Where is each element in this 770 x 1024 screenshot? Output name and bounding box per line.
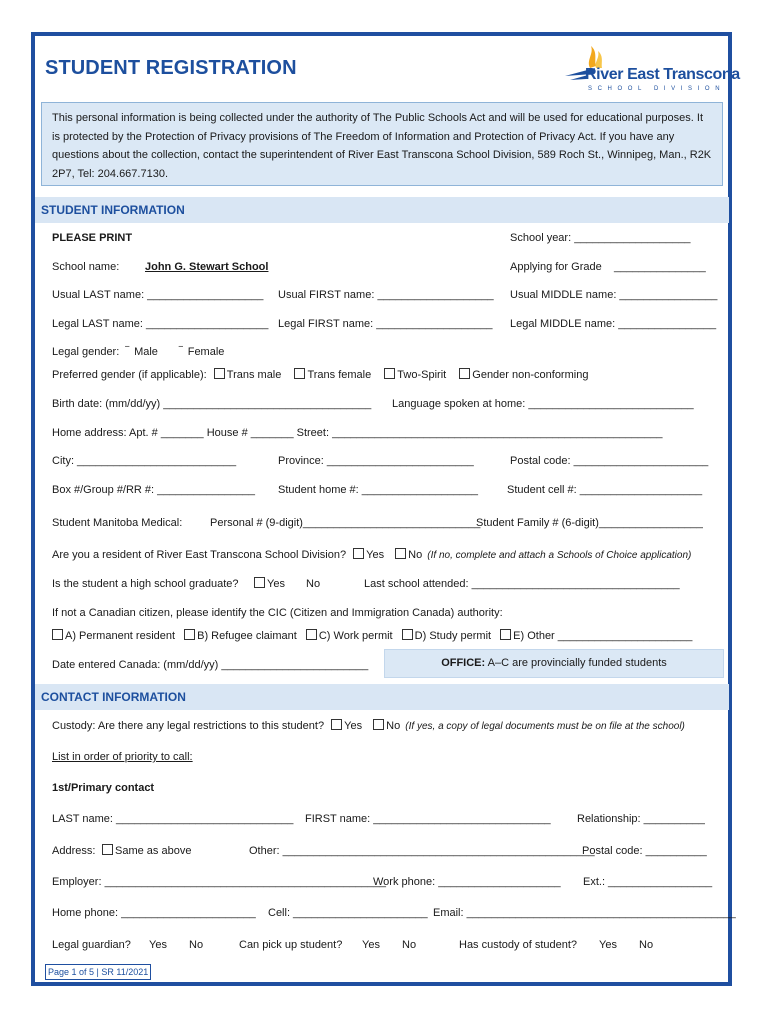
school-name-value[interactable]: John G. Stewart School bbox=[145, 261, 269, 273]
cic-permanent-resident-checkbox[interactable] bbox=[52, 630, 175, 642]
hs-grad-yes-checkbox[interactable] bbox=[254, 577, 285, 591]
priority-heading: List in order of priority to call: bbox=[52, 751, 193, 763]
province-field[interactable]: Province: ________________________ bbox=[278, 455, 474, 467]
school-year-field[interactable]: School year: ___________________ bbox=[510, 232, 691, 244]
usual-last-name-field[interactable]: Usual LAST name: ___________________ bbox=[52, 289, 264, 301]
contact-email-field[interactable]: Email: ____________________________________________ bbox=[433, 907, 736, 919]
grade-field[interactable]: _______________ bbox=[614, 261, 706, 273]
applying-grade-label: Applying for Grade bbox=[510, 261, 602, 273]
female-option[interactable]: Female bbox=[187, 346, 225, 358]
contact-cell-field[interactable]: Cell: ______________________ bbox=[268, 907, 428, 919]
work-phone-field[interactable]: Work phone: ____________________ bbox=[373, 876, 561, 888]
legal-guardian-label: Legal guardian? bbox=[52, 939, 131, 951]
contact-last-name-field[interactable]: LAST name: _____________________________ bbox=[52, 813, 294, 825]
cic-refugee-checkbox[interactable] bbox=[184, 630, 297, 642]
preferred-gender-label: Preferred gender (if applicable): bbox=[52, 369, 207, 381]
language-field[interactable]: Language spoken at home: ___________________________ bbox=[392, 398, 694, 410]
cic-study-permit-checkbox[interactable] bbox=[402, 630, 491, 642]
logo-subtitle: SCHOOL DIVISION bbox=[588, 86, 726, 92]
please-print-label: PLEASE PRINT bbox=[52, 232, 133, 244]
hs-grad-no-option[interactable]: No bbox=[306, 578, 321, 590]
student-cell-field[interactable]: Student cell #: ____________________ bbox=[507, 484, 703, 496]
hs-grad-question: Is the student a high school graduate? bbox=[52, 578, 239, 590]
office-note bbox=[384, 649, 724, 678]
cic-work-permit-checkbox[interactable] bbox=[306, 630, 393, 642]
two-spirit-label: Two-Spirit bbox=[397, 369, 447, 381]
custody-no-label: No bbox=[386, 720, 401, 732]
trans-female-checkbox[interactable] bbox=[294, 369, 371, 381]
birth-date-field[interactable]: Birth date: (mm/dd/yy) __________________________________ bbox=[52, 398, 372, 410]
preferred-gender-row bbox=[52, 368, 588, 382]
hs-grad-yes-label: Yes bbox=[267, 578, 285, 590]
pick-up-label: Can pick up student? bbox=[239, 939, 343, 951]
legal-gender-label: Legal gender: bbox=[52, 346, 120, 358]
custody-question: Custody: Are there any legal restrictions to this student? bbox=[52, 720, 325, 732]
last-school-field[interactable]: Last school attended: __________________________________ bbox=[364, 578, 680, 590]
usual-middle-name-field[interactable]: Usual MIDDLE name: ________________ bbox=[510, 289, 718, 301]
cic-d-label: D) Study permit bbox=[414, 630, 492, 642]
male-option-mark[interactable]: ‾ bbox=[125, 346, 130, 358]
has-custody-no[interactable]: No bbox=[639, 939, 654, 951]
same-as-above-label: Same as above bbox=[115, 845, 192, 857]
usual-first-name-field[interactable]: Usual FIRST name: ___________________ bbox=[278, 289, 494, 301]
resident-no-label: No bbox=[408, 549, 423, 561]
cic-a-label: A) Permanent resident bbox=[65, 630, 176, 642]
cic-other-checkbox[interactable] bbox=[500, 630, 692, 642]
personal-number-field[interactable]: Personal # (9-digit)_____________________________ bbox=[210, 517, 481, 529]
custody-yes-label: Yes bbox=[344, 720, 363, 732]
city-field[interactable]: City: __________________________ bbox=[52, 455, 237, 467]
contact-other-address-field[interactable]: Other: ___________________________________________________ bbox=[249, 845, 595, 857]
logo-wordmark: River East Transcona bbox=[585, 66, 740, 83]
legal-middle-name-field[interactable]: Legal MIDDLE name: ________________ bbox=[510, 318, 717, 330]
legal-guardian-yes[interactable]: Yes bbox=[149, 939, 167, 951]
pick-up-yes[interactable]: Yes bbox=[362, 939, 380, 951]
employer-field[interactable]: Employer: ______________________________________________ bbox=[52, 876, 386, 888]
legal-gender-row bbox=[52, 345, 224, 359]
office-note-label: OFFICE: bbox=[441, 657, 486, 669]
resident-yes-label: Yes bbox=[366, 549, 385, 561]
legal-first-name-field[interactable]: Legal FIRST name: ___________________ bbox=[278, 318, 493, 330]
primary-contact-heading: 1st/Primary contact bbox=[52, 782, 155, 794]
school-name-label: School name: bbox=[52, 261, 120, 273]
box-group-rr-field[interactable]: Box #/Group #/RR #: ________________ bbox=[52, 484, 256, 496]
page-title: STUDENT REGISTRATION bbox=[45, 57, 297, 79]
male-option[interactable]: Male bbox=[134, 346, 158, 358]
custody-row bbox=[52, 719, 685, 734]
privacy-notice: This personal information is being collected under the authority of The Public Schools Act and will be used for educational purposes. It is protected by the Protection of Privacy provisions of The Freedom of Information and Protection of Privacy Act. If you have any questions about the collection, contact the superintendent of River East Transcona School Division, 589 Roch St., Winnipeg, Man., R2K 2P7, Tel: 204.667.7130. bbox=[41, 102, 723, 186]
home-address-field[interactable]: Home address: Apt. # _______ House # _______ Street: ______________________________________________________ bbox=[52, 427, 663, 439]
page-footer: Page 1 of 5 | SR 11/2021 bbox=[45, 964, 151, 980]
office-note-text: A–C are provincially funded students bbox=[485, 657, 667, 669]
resident-question: Are you a resident of River East Transcona School Division? bbox=[52, 549, 347, 561]
cic-e-label: E) Other ______________________ bbox=[513, 630, 693, 642]
pick-up-no[interactable]: No bbox=[402, 939, 417, 951]
resident-note: (If no, complete and attach a Schools of Choice application) bbox=[427, 550, 692, 561]
legal-last-name-field[interactable]: Legal LAST name: ____________________ bbox=[52, 318, 269, 330]
has-custody-label: Has custody of student? bbox=[459, 939, 578, 951]
gender-non-conforming-checkbox[interactable] bbox=[459, 369, 588, 381]
date-entered-canada-field[interactable]: Date entered Canada: (mm/dd/yy) ________________________ bbox=[52, 659, 369, 671]
relationship-field[interactable]: Relationship: __________ bbox=[577, 813, 705, 825]
female-option-mark[interactable]: ‾ bbox=[178, 346, 183, 358]
two-spirit-checkbox[interactable] bbox=[384, 369, 446, 381]
custody-yes-checkbox[interactable] bbox=[331, 720, 362, 732]
contact-information-header: CONTACT INFORMATION bbox=[35, 684, 729, 710]
same-as-above-checkbox[interactable] bbox=[102, 844, 191, 858]
student-home-phone-field[interactable]: Student home #: ___________________ bbox=[278, 484, 479, 496]
student-information-header: STUDENT INFORMATION bbox=[35, 197, 729, 223]
extension-field[interactable]: Ext.: _________________ bbox=[583, 876, 713, 888]
contact-first-name-field[interactable]: FIRST name: _____________________________ bbox=[305, 813, 551, 825]
resident-yes-checkbox[interactable] bbox=[353, 549, 384, 561]
trans-male-checkbox[interactable] bbox=[214, 369, 282, 381]
postal-code-field[interactable]: Postal code: ______________________ bbox=[510, 455, 709, 467]
gender-non-conforming-label: Gender non-conforming bbox=[472, 369, 589, 381]
cic-b-label: B) Refugee claimant bbox=[197, 630, 297, 642]
contact-home-phone-field[interactable]: Home phone: ______________________ bbox=[52, 907, 256, 919]
cic-options-row bbox=[52, 629, 692, 643]
custody-no-checkbox[interactable] bbox=[373, 720, 400, 732]
contact-postal-code-field[interactable]: Postal code: __________ bbox=[582, 845, 707, 857]
legal-guardian-no[interactable]: No bbox=[189, 939, 204, 951]
cic-question: If not a Canadian citizen, please identify the CIC (Citizen and Immigration Canada) authority: bbox=[52, 607, 503, 619]
resident-no-checkbox[interactable] bbox=[395, 549, 422, 561]
cic-c-label: C) Work permit bbox=[318, 630, 393, 642]
family-number-field[interactable]: Student Family # (6-digit)_________________ bbox=[476, 517, 703, 529]
manitoba-medical-label: Student Manitoba Medical: bbox=[52, 517, 183, 529]
trans-female-label: Trans female bbox=[307, 369, 372, 381]
has-custody-yes[interactable]: Yes bbox=[599, 939, 617, 951]
contact-address-label: Address: bbox=[52, 845, 96, 857]
resident-row bbox=[52, 548, 691, 563]
trans-male-label: Trans male bbox=[226, 369, 282, 381]
custody-note: (If yes, a copy of legal documents must be on file at the school) bbox=[405, 721, 685, 732]
